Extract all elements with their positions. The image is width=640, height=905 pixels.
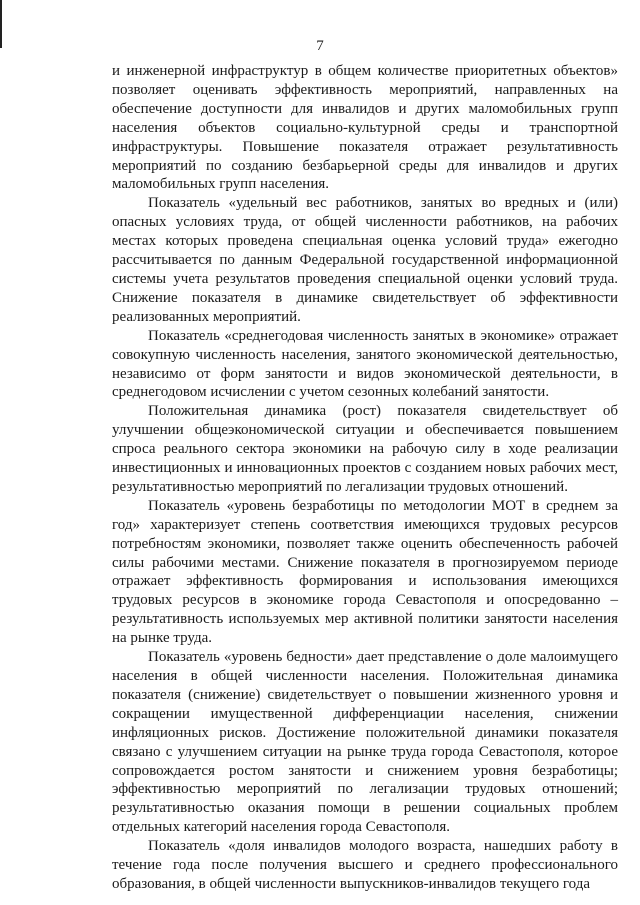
paragraph: Показатель «доля инвалидов молодого возраста, нашедших работу в течение года после получения высшего и среднего профессионального образования, в общей численности выпускников-инвалидов текущего года bbox=[112, 838, 618, 892]
paragraph: Показатель «удельный вес работников, занятых во вредных и (или) опасных условиях труда, от общей численности работников, на рабочих местах которых проведена специальная оценка условий труда» ежегодно рассчитывается по данным Федеральной государственной информационной системы учета результатов проведения специальной оценки условий труда. Снижение показателя в динамике свидетельствует об эффективности реализованных мероприятий. bbox=[112, 195, 618, 325]
page-number: 7 bbox=[316, 38, 324, 54]
paragraph: Показатель «среднегодовая численность занятых в экономике» отражает совокупную численность населения, занятого экономической деятельностью, независимо от форм занятости и видов экономической деятельности, в среднегодовом исчислении с учетом сезонных колебаний занятости. bbox=[112, 327, 618, 401]
paragraph: Положительная динамика (рост) показателя свидетельствует об улучшении общеэкономической ситуации и обеспечивается повышением спроса реального сектора экономики на рабочую силу в ходе реализации инвестиционных и инновационных проектов с созданием новых рабочих мест, результативностью мероприятий по легализации трудовых отношений. bbox=[112, 403, 618, 495]
paragraph-continued: и инженерной инфраструктур в общем количестве приоритетных объектов» позволяет оценивать эффективность мероприятий, направленных на обеспечение доступности для инвалидов и других маломобильных групп населения объектов социально-культурной среды и транспортной инфраструктуры. Повышение показателя отражает результативность мероприятий по созданию безбарьерной среды для инвалидов и других маломобильных групп населения. bbox=[112, 63, 618, 193]
document-body bbox=[112, 62, 618, 894]
paragraph: Показатель «уровень безработицы по методологии МОТ в среднем за год» характеризует степень соответствия имеющихся трудовых ресурсов потребностям экономики, позволяет также оценить обеспеченность рабочей силы рабочими местами. Снижение показателя в прогнозируемом периоде отражает эффективность формирования и использования имеющихся трудовых ресурсов в экономике города Севастополя и опосредованно – результативность используемых мер активной политики занятости населения на рынке труда. bbox=[112, 497, 618, 647]
paragraph: Показатель «уровень бедности» дает представление о доле малоимущего населения в общей численности населения. Положительная динамика показателя (снижение) свидетельствует о повышении жизненного уровня и сокращении имущественной дифференциации населения, снижении инфляционных рисков. Достижение положительной динамики показателя связано с улучшением ситуации на рынке труда города Севастополя, которое сопровождается ростом занятости и снижением уровня безработицы; эффективностью мероприятий по легализации трудовых отношений; результативностью оказания помощи в решении социальных проблем отдельных категорий населения города Севастополя. bbox=[112, 649, 618, 836]
